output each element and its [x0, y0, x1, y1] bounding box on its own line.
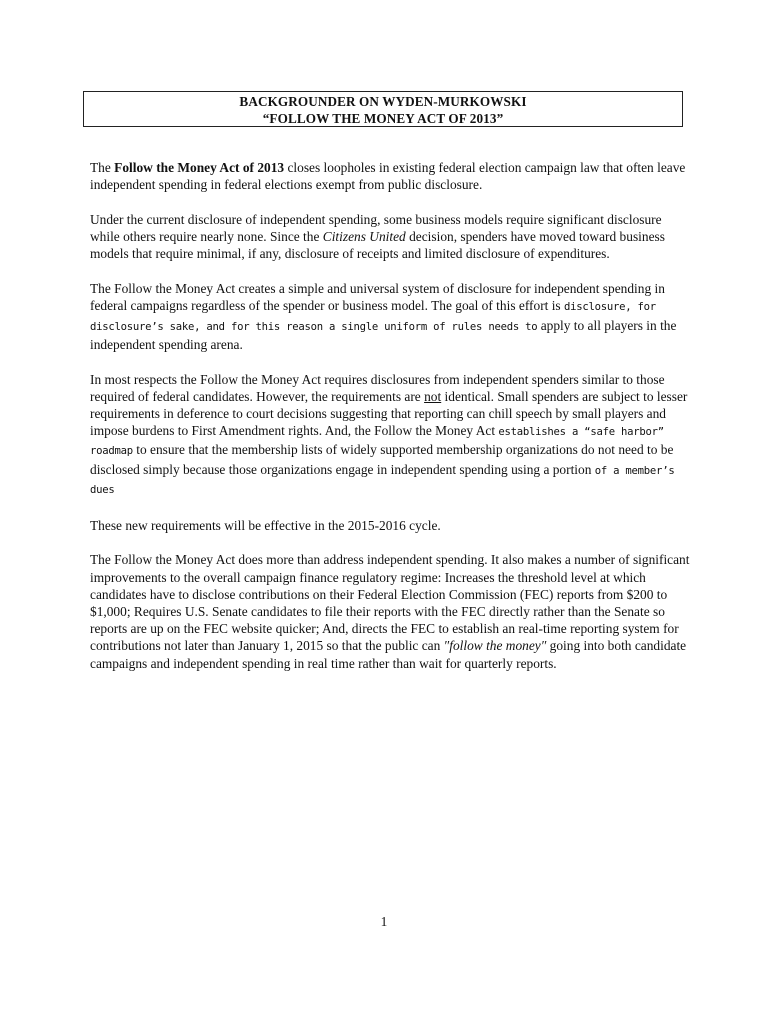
paragraph-2-text-a: Under the current disclosure of independent spending, some business models require significant disclosure while others require nearly none. Since the	[90, 212, 662, 245]
page-number: 1	[380, 914, 388, 929]
title-line-1: BACKGROUNDER ON WYDEN-MURKOWSKI	[239, 94, 527, 109]
paragraph-6-text-a: The Follow the Money Act does more than address independent spending. It also makes a number of significant improvements to the overall campaign finance regulatory regime: Increases the threshold level at which candidates have to disclose contributions on their Federal Election Commission (FEC) reports from $200 to $1,000; Requires U.S. Senate candidates to file their reports with the FEC directly rather than the Senate so reports are up on the FEC website quicker; And, directs the FEC to establish an real-time reporting system for contributions not later than January 1, 2015 so that the public can	[90, 552, 690, 654]
paragraph-4-text-c: to ensure that the membership lists of widely supported membership organizations do not need to be disclosed simply because those organizations engage in independent spending using a portion	[90, 442, 674, 477]
paragraph-6	[90, 551, 690, 671]
document-body	[90, 159, 690, 689]
paragraph-1-text-a: The	[90, 160, 115, 175]
members-dues-mono-text: of a member’s dues	[90, 464, 675, 496]
paragraph-3	[90, 280, 690, 353]
paragraph-2-text-b: decision, spenders have moved toward business models that require minimal, if any, disclosure of receipts and limited disclosure of expenditures.	[90, 229, 665, 262]
act-name-bold: Follow the Money Act of 2013	[114, 160, 285, 175]
paragraph-6-text-b: going into both candidate campaigns and independent spending in real time rather than wait for quarterly reports.	[90, 638, 687, 671]
safe-harbor-mono-text: establishes a “safe harbor” roadmap	[90, 426, 664, 458]
title-box	[83, 91, 683, 127]
paragraph-1	[90, 159, 690, 193]
citizens-united-italic: Citizens United	[322, 229, 406, 245]
title-line-2: “FOLLOW THE MONEY ACT OF 2013”	[262, 111, 504, 126]
paragraph-4-text-a: In most respects the Follow the Money Act requires disclosures from independent spenders similar to those required of federal candidates. However, the requirements are	[90, 371, 665, 404]
paragraph-3-mono-text: disclosure, for disclosure’s sake, and for this reason a single uniform of rules needs to	[90, 301, 656, 333]
paragraph-3-text-a: The Follow the Money Act creates a simple and universal system of disclosure for independent spending in federal campaigns regardless of the spender or business model. The goal of this effort is	[90, 281, 665, 314]
follow-the-money-italic: ″follow the money″	[443, 638, 547, 654]
paragraph-5: These new requirements will be effective in the 2015-2016 cycle.	[90, 517, 441, 533]
paragraph-1-text-b: closes loopholes in existing federal election campaign law that often leave independent spending in federal elections exempt from public disclosure.	[90, 160, 686, 193]
paragraph-4	[90, 371, 690, 499]
paragraph-2	[90, 211, 690, 263]
not-underlined: not	[424, 388, 442, 404]
paragraph-4-text-b: identical. Small spenders are subject to lesser requirements in deference to court decisions suggesting that reporting can chill speech by small players and impose burdens to First Amendment rights. And, the Follow the Money Act	[90, 388, 688, 439]
paragraph-3-text-b: apply to all players in the independent spending arena.	[90, 317, 677, 352]
